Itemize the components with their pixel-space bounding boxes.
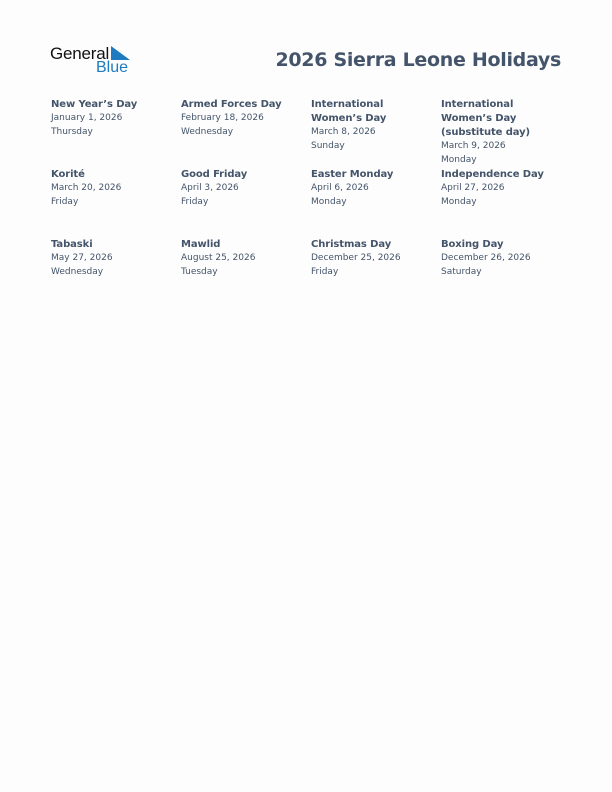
holiday-weekday: Friday xyxy=(51,196,79,207)
holiday-item xyxy=(441,98,565,167)
holiday-name: Armed Forces Day xyxy=(181,99,282,110)
holiday-item xyxy=(311,168,435,209)
holiday-date: March 20, 2026 xyxy=(51,183,122,193)
holiday-date: April 3, 2026 xyxy=(181,183,239,193)
holiday-weekday: Sunday xyxy=(311,140,345,151)
holiday-date: December 26, 2026 xyxy=(441,253,531,263)
holiday-weekday: Monday xyxy=(441,154,477,165)
holiday-item xyxy=(181,98,305,139)
holiday-name: International Women’s Day xyxy=(311,99,387,124)
holiday-item xyxy=(181,238,305,279)
holiday-name: Mawlid xyxy=(181,239,221,250)
generalblue-logo xyxy=(50,44,140,78)
holiday-weekday: Friday xyxy=(311,266,339,277)
holiday-date: March 9, 2026 xyxy=(441,141,506,151)
holiday-name: Christmas Day xyxy=(311,239,392,250)
holiday-name: Good Friday xyxy=(181,169,248,180)
page-title: 2026 Sierra Leone Holidays xyxy=(275,49,561,71)
holiday-name: Korité xyxy=(51,169,85,180)
holiday-date: January 1, 2026 xyxy=(51,113,123,123)
holiday-item xyxy=(311,98,435,153)
holiday-item xyxy=(441,238,565,279)
holiday-weekday: Wednesday xyxy=(181,126,234,137)
logo-text-blue: Blue xyxy=(96,59,129,76)
holiday-item xyxy=(51,238,175,279)
logo-triangle-icon xyxy=(111,46,130,60)
holiday-item xyxy=(51,168,175,209)
holiday-item xyxy=(181,168,305,209)
holiday-name: Easter Monday xyxy=(311,169,394,180)
holiday-weekday: Monday xyxy=(441,196,477,207)
holiday-date: December 25, 2026 xyxy=(311,253,401,263)
holiday-name: Independence Day xyxy=(441,169,544,180)
holiday-weekday: Wednesday xyxy=(51,266,104,277)
holiday-date: February 18, 2026 xyxy=(181,113,264,123)
holiday-row xyxy=(51,238,571,308)
holiday-name: International Women’s Day (substitute day) xyxy=(441,99,530,138)
holiday-date: May 27, 2026 xyxy=(51,253,113,263)
holiday-name: New Year’s Day xyxy=(51,99,138,110)
holiday-row xyxy=(51,168,571,238)
holiday-date: March 8, 2026 xyxy=(311,127,376,137)
holiday-weekday: Tuesday xyxy=(181,266,218,277)
holiday-row xyxy=(51,98,571,168)
holiday-weekday: Saturday xyxy=(441,266,482,277)
holiday-name: Boxing Day xyxy=(441,239,504,250)
holiday-weekday: Monday xyxy=(311,196,347,207)
holiday-date: April 27, 2026 xyxy=(441,183,505,193)
holiday-grid xyxy=(51,98,571,308)
holiday-item xyxy=(51,98,175,139)
holiday-weekday: Thursday xyxy=(51,126,93,137)
holiday-item xyxy=(311,238,435,279)
holiday-name: Tabaski xyxy=(51,239,93,250)
holiday-weekday: Friday xyxy=(181,196,209,207)
holiday-item xyxy=(441,168,565,209)
holiday-date: April 6, 2026 xyxy=(311,183,369,193)
logo-text-general: General xyxy=(50,44,110,63)
holiday-date: August 25, 2026 xyxy=(181,253,256,263)
